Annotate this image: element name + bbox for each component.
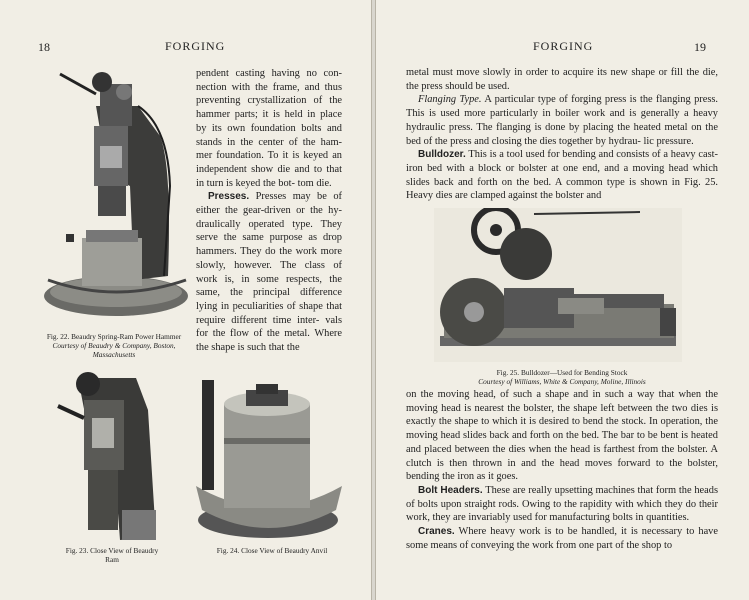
fig22-power-hammer-image	[38, 66, 190, 330]
line: This is a tool used for bending and consists of a	[465, 149, 669, 161]
line: Where heavy work is to be handled, it is necessary to	[454, 526, 695, 538]
line: mer foundation. To it is keyed	[196, 150, 329, 162]
line: more slowly, however. The class	[196, 246, 342, 271]
fig23-ram-image	[48, 370, 166, 546]
left-column-text	[196, 67, 342, 355]
line: Where the shape is such that the	[196, 328, 342, 354]
line: preventing crystallization of the	[196, 95, 342, 107]
line: In operation, the moving head slides back and forth on the bed. The	[406, 416, 718, 442]
fig22-caption	[38, 332, 190, 359]
fig22-caption-credit-2: Massachusetts	[92, 350, 136, 359]
fig22-caption-credit: Courtesy of Beaudry & Company, Boston,	[52, 341, 176, 350]
line: bar to be bent is heated and placed between the dies when the head	[406, 430, 718, 455]
page-number-right: 19	[694, 40, 706, 54]
line: is farthest from the bolster. A clutch is then thrown in and the	[406, 443, 718, 469]
fig24-caption-title: Fig. 24. Close View of Beaudry Anvil	[216, 546, 328, 555]
line: tom die.	[297, 177, 332, 189]
cranes-heading: Cranes.	[418, 526, 455, 538]
line: moving head is nearest the bolster, the shape left between the two	[406, 402, 688, 414]
line: that require different time inter-	[196, 300, 342, 326]
right-page	[375, 0, 749, 600]
bolt-headers-heading: Bolt Headers.	[418, 484, 483, 496]
right-top-text	[406, 66, 718, 203]
line: A particular type of forging press is the flanging	[481, 94, 691, 106]
fig24-caption	[192, 546, 352, 555]
line: heavy cast-iron bed with a block or bolster at one end, and a moving	[406, 149, 718, 174]
line: the heads of bolts upon straight rods. Owing to the rapidity with	[406, 484, 718, 510]
line: a heavy hydraulic press. The flanging is done by placing the heated	[406, 108, 718, 133]
fig25-caption-credit: Courtesy of Williams, White & Company, Moline, Illinois	[478, 377, 646, 386]
line: stands in the center of the ham-	[196, 136, 342, 148]
line: Presses may be of	[249, 191, 342, 203]
line: which they do their work, they are invariably used for manufacturing	[406, 498, 718, 524]
fig25-bulldozer-image	[434, 208, 682, 362]
line: hammer parts; it is held in place	[196, 109, 342, 121]
bulldozer-heading: Bulldozer.	[418, 149, 466, 161]
line: on the moving head, of such a shape and in such a way that when the	[406, 389, 718, 400]
line: an independent show die and to	[196, 150, 342, 175]
line: press. This is used more particularly in boiler work and is generally	[406, 94, 719, 120]
line: These are really upsetting machines that form	[482, 484, 677, 496]
line: pendent casting having no con-	[196, 68, 342, 79]
fig23-caption-title-2: Ram	[105, 555, 119, 564]
line: vals for the flow of the metal.	[196, 314, 342, 340]
line: die, the press should be used.	[406, 67, 718, 92]
line: dies is exactly the shape to which it is desired to bend the stock.	[406, 402, 718, 428]
line: head which slides back and forth on the bed. A common type is	[406, 162, 718, 188]
line: draulically operated type. They	[196, 218, 342, 230]
fig23-caption	[46, 546, 178, 564]
line: by its own foundation bolts and	[196, 122, 342, 134]
fig23-caption-title: Fig. 23. Close View of Beaudry	[65, 546, 159, 555]
fig25-caption-title: Fig. 25. Bulldozer—Used for Bending Stock	[496, 368, 628, 377]
line: nection with the frame, and thus	[196, 81, 342, 93]
line: head moves forward to the bolster, bending the iron as it goes.	[406, 457, 719, 483]
line: shown in Fig. 25. Heavy dies are clamped against the bolster and	[406, 176, 718, 202]
running-head-left: FORGING	[165, 39, 226, 53]
line: lying in peculiarities of shape	[196, 300, 323, 312]
running-head-right: FORGING	[533, 39, 594, 53]
line: bolts in quantities.	[612, 512, 690, 524]
left-page	[0, 0, 372, 600]
page-number-left: 18	[38, 40, 50, 54]
line: lic pressure.	[643, 135, 694, 147]
line: hammers. They do the work	[196, 246, 317, 258]
fig25-caption	[406, 368, 718, 386]
line: serve the same purpose as drop	[196, 232, 342, 244]
fig24-anvil-image	[186, 378, 346, 546]
line: either the gear-driven or the hy-	[196, 205, 342, 217]
line: metal must move slowly in order to acquire its new shape or fill the	[406, 67, 700, 78]
line: have some means of conveying the work from one part of the shop to	[406, 526, 718, 551]
right-bottom-text	[406, 388, 718, 552]
fig22-caption-title: Fig. 22. Beaudry Spring-Ram Power Hammer	[46, 332, 182, 341]
line: of work is, in some respects, the	[196, 259, 342, 285]
line: same, the principal difference	[196, 287, 342, 299]
flanging-heading: Flanging Type.	[418, 94, 482, 106]
line: metal on the bed of the press and closing the dies together by hydrau-	[406, 121, 718, 147]
line: that in turn is keyed the bot-	[196, 163, 342, 189]
presses-heading: Presses.	[208, 191, 250, 203]
